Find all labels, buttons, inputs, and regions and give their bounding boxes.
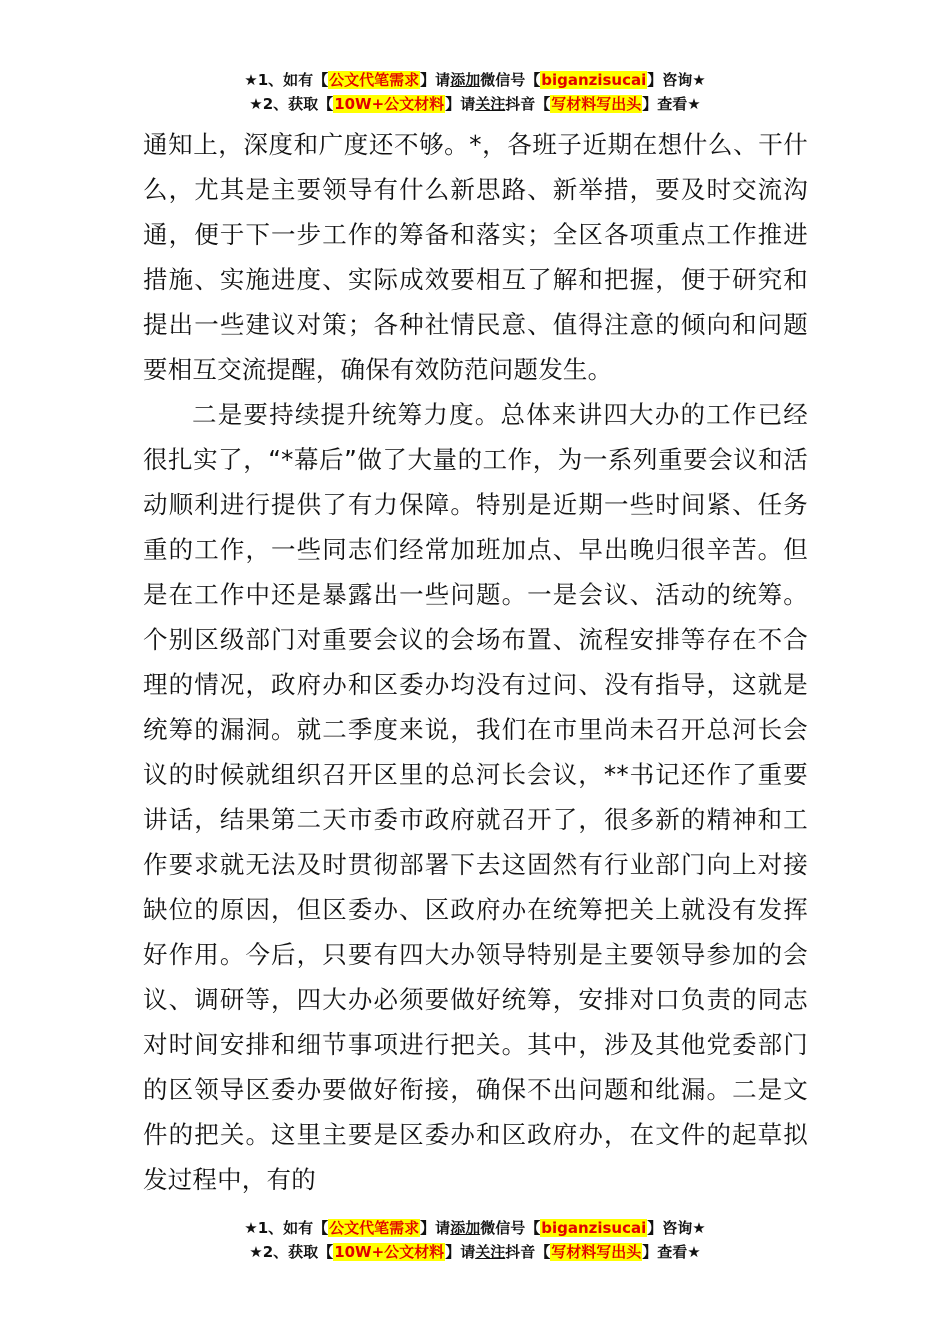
highlight-materials: 10W+公文材料 (334, 95, 445, 113)
banner-text: ★2、获取【 (249, 1243, 334, 1261)
highlight-douyin-account: 写材料写出头 (551, 1243, 642, 1261)
highlight-ghostwriting: 公文代笔需求 (329, 1219, 420, 1237)
banner-text: 】请 (420, 71, 451, 89)
banner-text: ★1、如有【 (244, 1219, 329, 1237)
banner-text-underlined: 添加 (450, 71, 481, 89)
banner-text: 抖音【 (505, 1243, 551, 1261)
banner-text: ★1、如有【 (244, 71, 329, 89)
banner-text: 】查看★ (642, 95, 701, 113)
banner-text: 】咨询★ (647, 71, 706, 89)
banner-text-underlined: 添加 (450, 1219, 481, 1237)
footer-banner (0, 1216, 950, 1264)
banner-line-1 (0, 1216, 950, 1240)
highlight-douyin-account: 写材料写出头 (551, 95, 642, 113)
highlight-wechat-id: biganzisucai (541, 71, 647, 89)
highlight-wechat-id: biganzisucai (541, 1219, 647, 1237)
banner-text: ★2、获取【 (249, 95, 334, 113)
banner-text: 微信号【 (480, 1219, 541, 1237)
highlight-ghostwriting: 公文代笔需求 (329, 71, 420, 89)
paragraph-1: 通知上，深度和广度还不够。*，各班子近期在想什么、干什么，尤其是主要领导有什么新思路、新举措，要及时交流沟通，便于下一步工作的筹备和落实；全区各项重点工作推进措施、实施进度、实际成效要相互了解和把握，便于研究和提出一些建议对策；各种社情民意、值得注意的倾向和问题要相互交流提醒，确保有效防范问题发生。 (143, 130, 808, 384)
paragraph-2: 二是要持续提升统筹力度。总体来讲四大办的工作已经很扎实了，“*幕后”做了大量的工作，为一系列重要会议和活动顺利进行提供了有力保障。特别是近期一些时间紧、任务重的工作，一些同志们经常加班加点、早出晚归很辛苦。但是在工作中还是暴露出一些问题。一是会议、活动的统筹。个别区级部门对重要会议的会场布置、流程安排等存在不合理的情况，政府办和区委办均没有过问、没有指导，这就是统筹的漏洞。就二季度来说，我们在市里尚未召开总河长会议的时候就组织召开区里的总河长会议，**书记还作了重要讲话，结果第二天市委市政府就召开了，很多新的精神和工作要求就无法及时贯彻部署下去这固然有行业部门向上对接缺位的原因，但区委办、区政府办在统筹把关上就没有发挥好作用。今后，只要有四大办领导特别是主要领导参加的会议、调研等，四大办必须要做好统筹，安排对口负责的同志对时间安排和细节事项进行把关。其中，涉及其他党委部门的区领导区委办要做好衔接，确保不出问题和纰漏。二是文件的把关。这里主要是区委办和区政府办，在文件的起草拟发过程中，有的 (143, 400, 808, 1194)
banner-text-underlined: 关注 (475, 1243, 506, 1261)
banner-text: 】请 (445, 1243, 476, 1261)
banner-text: 】咨询★ (647, 1219, 706, 1237)
banner-text-underlined: 关注 (475, 95, 506, 113)
banner-text: 】请 (420, 1219, 451, 1237)
banner-line-2 (0, 92, 950, 116)
document-body (143, 122, 808, 1202)
highlight-materials: 10W+公文材料 (334, 1243, 445, 1261)
header-banner (0, 68, 950, 116)
banner-text: 】查看★ (642, 1243, 701, 1261)
banner-text: 抖音【 (505, 95, 551, 113)
banner-line-1 (0, 68, 950, 92)
banner-text: 】请 (445, 95, 476, 113)
banner-text: 微信号【 (480, 71, 541, 89)
banner-line-2 (0, 1240, 950, 1264)
